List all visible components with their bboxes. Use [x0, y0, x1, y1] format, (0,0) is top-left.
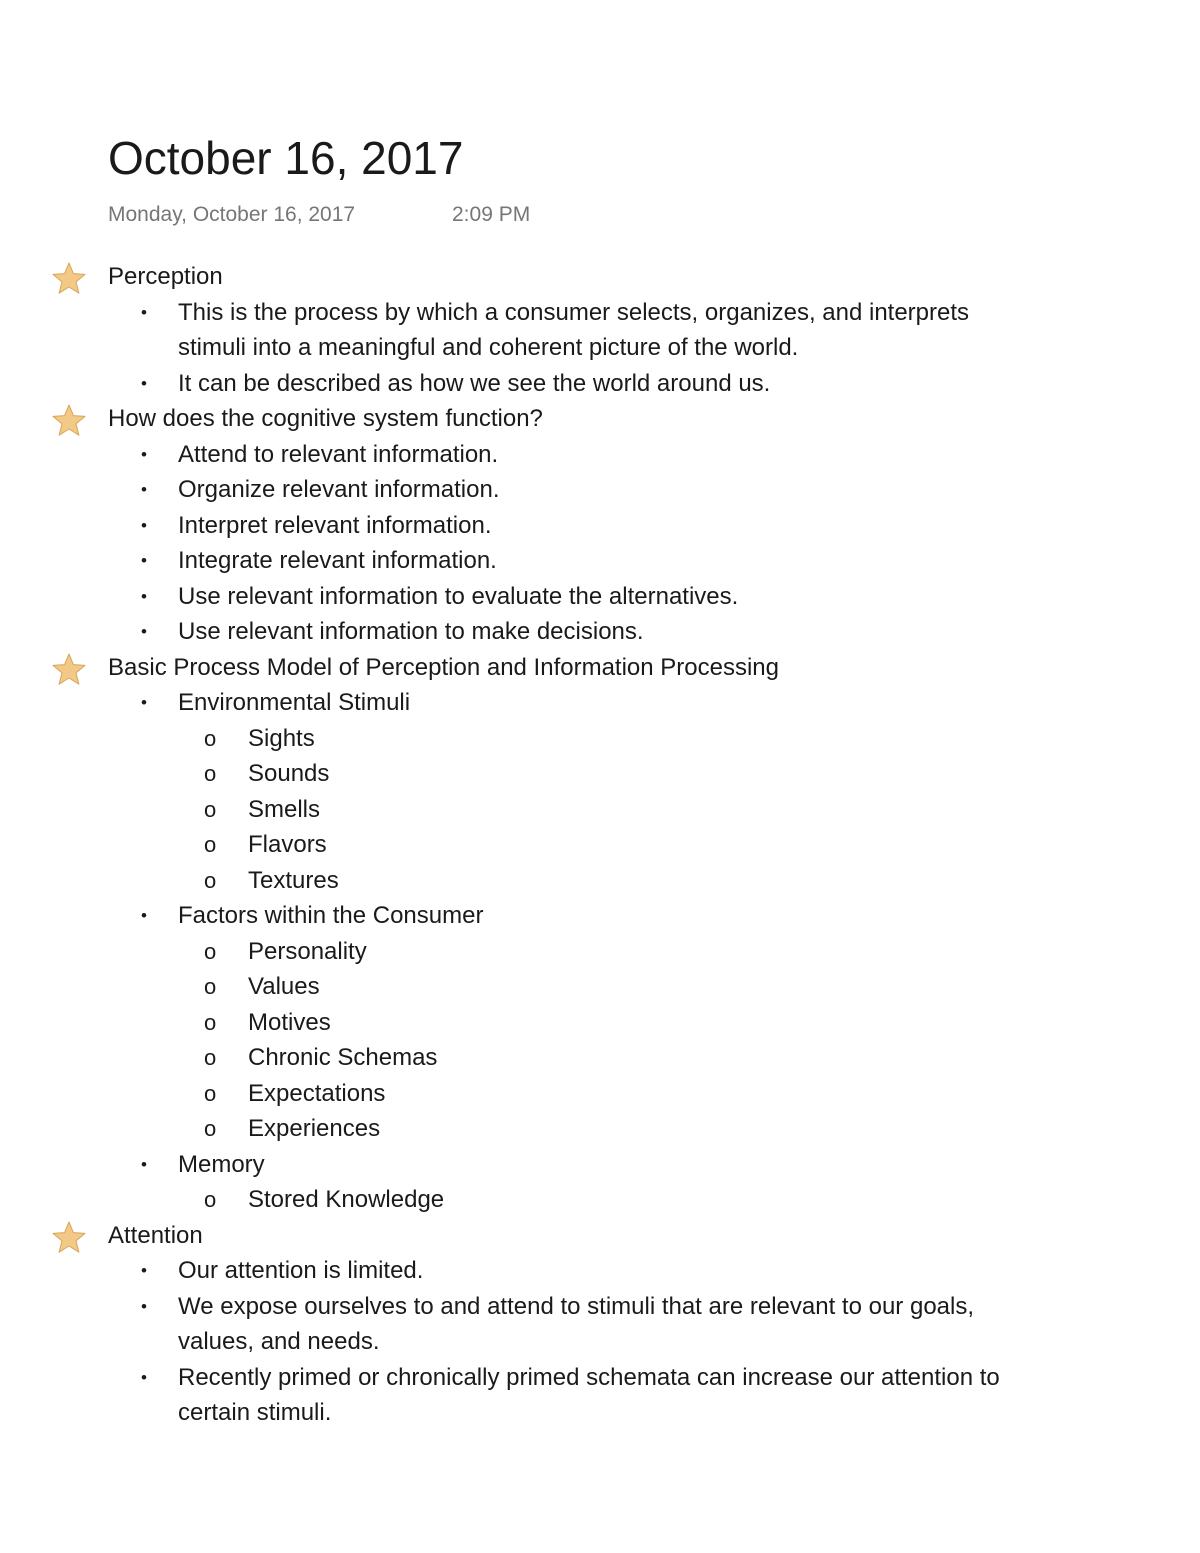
- line-text: Our attention is limited.: [178, 1257, 424, 1284]
- outline-heading: [0, 1218, 1200, 1254]
- line-text: Use relevant information to make decisions.: [178, 618, 644, 645]
- outline-heading: [0, 401, 1200, 437]
- sub-bullet-icon: o: [204, 1116, 217, 1141]
- outline-item: [0, 1360, 1200, 1396]
- star-icon: [51, 1220, 87, 1254]
- sub-bullet-icon: o: [204, 1045, 217, 1070]
- bullet-icon: •: [141, 906, 147, 925]
- sub-bullet-icon: o: [204, 1187, 217, 1212]
- line-text: Experiences: [248, 1115, 381, 1142]
- bullet-icon: •: [141, 444, 147, 464]
- bullet-icon: •: [141, 551, 147, 570]
- outline-item: [0, 579, 1200, 615]
- bullet-icon: •: [141, 373, 147, 393]
- line-text: Basic Process Model of Perception and Information Processing: [108, 653, 780, 681]
- star-icon: [51, 403, 87, 437]
- bullet-icon: •: [141, 586, 147, 606]
- line-text: Attention: [108, 1221, 203, 1249]
- sub-bullet-icon: o: [204, 867, 217, 893]
- line-text: We expose ourselves to and attend to stimuli that are relevant to our goals,: [178, 1292, 975, 1320]
- outline-item: [0, 366, 1200, 402]
- note-time: 2:09 PM: [452, 203, 531, 226]
- sub-bullet-icon: o: [204, 796, 217, 822]
- line-text: Sights: [248, 724, 315, 752]
- bullet-icon: •: [141, 622, 147, 641]
- outline-subitem: [0, 1076, 1200, 1112]
- outline-item: [0, 1289, 1200, 1325]
- outline-subitem: [0, 1182, 1200, 1218]
- line-text: Sounds: [248, 760, 330, 787]
- bullet-icon: •: [141, 1296, 147, 1316]
- outline-item: [0, 1395, 1200, 1431]
- line-text: Environmental Stimuli: [178, 689, 411, 716]
- bullet-icon: •: [141, 302, 147, 322]
- line-text: Values: [248, 973, 320, 1000]
- outline-item: [0, 685, 1200, 721]
- outline-subitem: [0, 863, 1200, 899]
- line-text: It can be described as how we see the world around us.: [178, 369, 771, 397]
- outline-heading: [0, 650, 1200, 686]
- line-text: Chronic Schemas: [248, 1044, 438, 1071]
- sub-bullet-icon: o: [204, 1009, 217, 1035]
- note-metadata: [108, 200, 530, 230]
- sub-bullet-icon: o: [204, 1080, 217, 1106]
- sub-bullet-icon: o: [204, 974, 217, 999]
- line-text: Flavors: [248, 831, 327, 858]
- line-text: Recently primed or chronically primed schemata can increase our attention to: [178, 1363, 1000, 1391]
- page-title: October 16, 2017: [108, 132, 464, 184]
- line-text: Factors within the Consumer: [178, 902, 484, 929]
- sub-bullet-icon: o: [204, 938, 217, 964]
- star-icon: [51, 261, 87, 295]
- outline-heading: [0, 259, 1200, 295]
- outline-item: [0, 1324, 1200, 1360]
- outline-subitem: [0, 792, 1200, 828]
- bullet-icon: •: [141, 693, 147, 712]
- sub-bullet-icon: o: [204, 725, 217, 751]
- outline-subitem: [0, 1005, 1200, 1041]
- outline-subitem: [0, 969, 1200, 1005]
- outline-subitem: [0, 756, 1200, 792]
- line-text: How does the cognitive system function?: [108, 405, 543, 432]
- star-icon: [51, 652, 87, 686]
- bullet-icon: •: [141, 1261, 147, 1280]
- outline-subitem: [0, 721, 1200, 757]
- line-text: Organize relevant information.: [178, 476, 500, 503]
- outline-item: [0, 472, 1200, 508]
- bullet-icon: •: [141, 1154, 147, 1174]
- line-text: Smells: [248, 795, 321, 823]
- bullet-icon: •: [141, 480, 147, 499]
- line-text: This is the process by which a consumer selects, organizes, and interprets: [178, 298, 970, 326]
- line-text: Integrate relevant information.: [178, 547, 497, 574]
- note-date: Monday, October 16, 2017: [108, 203, 356, 226]
- bullet-icon: •: [141, 1367, 147, 1387]
- sub-bullet-icon: o: [204, 832, 217, 857]
- line-text: Stored Knowledge: [248, 1186, 445, 1213]
- line-text: certain stimuli.: [178, 1399, 332, 1426]
- outline-subitem: [0, 827, 1200, 863]
- line-text: Memory: [178, 1150, 265, 1178]
- bullet-icon: •: [141, 515, 147, 535]
- outline-item: [0, 437, 1200, 473]
- line-text: Use relevant information to evaluate the alternatives.: [178, 582, 739, 610]
- outline-item: [0, 330, 1200, 366]
- line-text: values, and needs.: [178, 1328, 380, 1355]
- outline-subitem: [0, 1040, 1200, 1076]
- line-text: Motives: [248, 1008, 331, 1036]
- outline-item: [0, 1147, 1200, 1183]
- outline-item: [0, 508, 1200, 544]
- line-text: Textures: [248, 866, 339, 894]
- sub-bullet-icon: o: [204, 761, 217, 786]
- outline-item: [0, 614, 1200, 650]
- outline-item: [0, 543, 1200, 579]
- line-text: Perception: [108, 263, 223, 290]
- outline-subitem: [0, 1111, 1200, 1147]
- outline-subitem: [0, 934, 1200, 970]
- outline-item: [0, 898, 1200, 934]
- line-text: Personality: [248, 937, 367, 965]
- outline-item: [0, 1253, 1200, 1289]
- line-text: Expectations: [248, 1079, 386, 1107]
- line-text: Attend to relevant information.: [178, 440, 499, 468]
- note-body: [0, 259, 1200, 1431]
- outline-item: [0, 295, 1200, 331]
- line-text: stimuli into a meaningful and coherent picture of the world.: [178, 334, 799, 361]
- line-text: Interpret relevant information.: [178, 511, 492, 539]
